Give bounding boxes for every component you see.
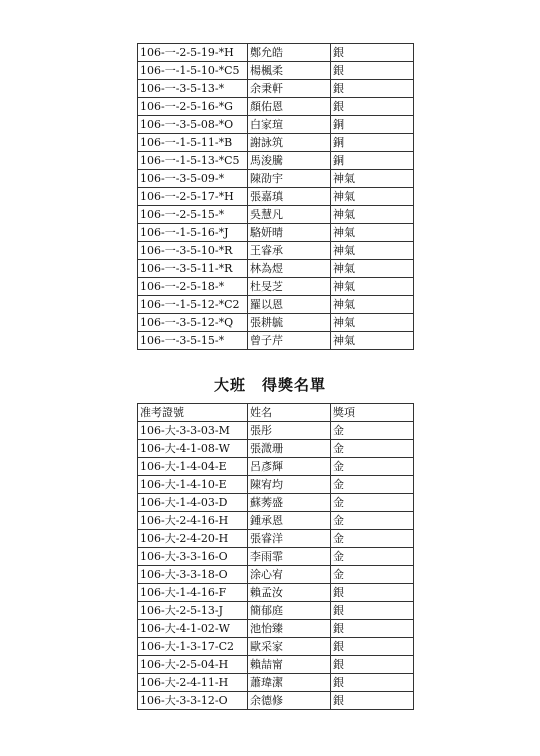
cell-award: 銀 (331, 656, 414, 674)
cell-award: 金 (331, 458, 414, 476)
cell-award: 神氣 (331, 314, 414, 332)
cell-award: 銀 (331, 44, 414, 62)
award-table-body (138, 422, 414, 710)
cell-name: 涂心宥 (248, 566, 331, 584)
table-row (138, 188, 414, 206)
cell-exam-number: 106-大-2-4-11-H (138, 674, 248, 692)
cell-exam-number: 106-一-3-5-12-*Q (138, 314, 248, 332)
cell-name: 簡郁庭 (248, 602, 331, 620)
cell-award: 神氣 (331, 206, 414, 224)
cell-exam-number: 106-一-3-5-15-* (138, 332, 248, 350)
cell-exam-number: 106-大-1-4-04-E (138, 458, 248, 476)
table-row (138, 638, 414, 656)
cell-award: 神氣 (331, 332, 414, 350)
cell-name: 陳劭宇 (248, 170, 331, 188)
cell-name: 余秉軒 (248, 80, 331, 98)
cell-award: 金 (331, 530, 414, 548)
cell-exam-number: 106-一-3-5-13-* (138, 80, 248, 98)
cell-exam-number: 106-一-1-5-13-*C5 (138, 152, 248, 170)
cell-exam-number: 106-一-2-5-19-*H (138, 44, 248, 62)
cell-name: 陳宥均 (248, 476, 331, 494)
cell-award: 金 (331, 566, 414, 584)
cell-name: 鄭允皓 (248, 44, 331, 62)
cell-name: 賴喆甯 (248, 656, 331, 674)
cell-exam-number: 106-大-1-3-17-C2 (138, 638, 248, 656)
table-header-row (138, 404, 414, 422)
cell-name: 蘇莠盛 (248, 494, 331, 512)
table-row (138, 242, 414, 260)
cell-exam-number: 106-大-1-4-10-E (138, 476, 248, 494)
cell-name: 張嘉瑱 (248, 188, 331, 206)
table-row (138, 620, 414, 638)
header-name: 姓名 (248, 404, 331, 422)
cell-name: 蕭瑋潔 (248, 674, 331, 692)
table-row (138, 674, 414, 692)
cell-exam-number: 106-大-3-3-03-M (138, 422, 248, 440)
table-row (138, 566, 414, 584)
cell-exam-number: 106-一-2-5-15-* (138, 206, 248, 224)
cell-exam-number: 106-一-3-5-08-*O (138, 116, 248, 134)
table-row (138, 80, 414, 98)
cell-award: 金 (331, 422, 414, 440)
table-row (138, 116, 414, 134)
table-row (138, 530, 414, 548)
cell-award: 神氣 (331, 170, 414, 188)
table-row (138, 314, 414, 332)
cell-name: 李雨霏 (248, 548, 331, 566)
cell-award: 銀 (331, 80, 414, 98)
cell-award: 銀 (331, 692, 414, 710)
header-exam-number: 准考證號 (138, 404, 248, 422)
cell-name: 楊楓柔 (248, 62, 331, 80)
cell-name: 白家瑄 (248, 116, 331, 134)
cell-exam-number: 106-大-2-4-16-H (138, 512, 248, 530)
table-row (138, 656, 414, 674)
table-row (138, 62, 414, 80)
cell-award: 銅 (331, 134, 414, 152)
cell-exam-number: 106-一-1-5-12-*C2 (138, 296, 248, 314)
cell-exam-number: 106-一-3-5-11-*R (138, 260, 248, 278)
cell-name: 吳慧凡 (248, 206, 331, 224)
table-row (138, 422, 414, 440)
table-row (138, 224, 414, 242)
cell-exam-number: 106-大-2-5-13-J (138, 602, 248, 620)
cell-name: 余德修 (248, 692, 331, 710)
table-row (138, 476, 414, 494)
cell-name: 張耕毓 (248, 314, 331, 332)
cell-award: 神氣 (331, 260, 414, 278)
table-row (138, 152, 414, 170)
cell-award: 銀 (331, 620, 414, 638)
cell-award: 銅 (331, 152, 414, 170)
table-row (138, 332, 414, 350)
cell-name: 張睿洋 (248, 530, 331, 548)
cell-exam-number: 106-一-2-5-16-*G (138, 98, 248, 116)
table-row (138, 278, 414, 296)
cell-name: 馬浚騰 (248, 152, 331, 170)
cell-exam-number: 106-一-3-5-09-* (138, 170, 248, 188)
table-row (138, 260, 414, 278)
cell-name: 鍾承恩 (248, 512, 331, 530)
cell-name: 顏佑恩 (248, 98, 331, 116)
table-row (138, 296, 414, 314)
cell-exam-number: 106-一-1-5-16-*J (138, 224, 248, 242)
cell-award: 金 (331, 476, 414, 494)
cell-award: 銀 (331, 584, 414, 602)
cell-award: 銀 (331, 98, 414, 116)
table-row (138, 44, 414, 62)
cell-name: 謝詠筑 (248, 134, 331, 152)
section-title: 大班 得獎名單 (213, 376, 326, 394)
cell-exam-number: 106-大-4-1-02-W (138, 620, 248, 638)
award-table-previous-class (137, 43, 414, 350)
cell-exam-number: 106-一-1-5-11-*B (138, 134, 248, 152)
cell-exam-number: 106-大-4-1-08-W (138, 440, 248, 458)
cell-award: 神氣 (331, 224, 414, 242)
table-row (138, 458, 414, 476)
cell-name: 羅以恩 (248, 296, 331, 314)
cell-exam-number: 106-一-2-5-17-*H (138, 188, 248, 206)
cell-exam-number: 106-大-1-4-03-D (138, 494, 248, 512)
cell-award: 銀 (331, 62, 414, 80)
cell-name: 歐采家 (248, 638, 331, 656)
cell-name: 張溦珊 (248, 440, 331, 458)
cell-name: 池怡臻 (248, 620, 331, 638)
table-row (138, 98, 414, 116)
cell-award: 銀 (331, 602, 414, 620)
cell-name: 林為煜 (248, 260, 331, 278)
award-table-body (138, 44, 414, 350)
cell-name: 呂彥輝 (248, 458, 331, 476)
cell-award: 金 (331, 494, 414, 512)
table-row (138, 512, 414, 530)
cell-exam-number: 106-大-2-5-04-H (138, 656, 248, 674)
cell-award: 金 (331, 548, 414, 566)
cell-award: 銀 (331, 674, 414, 692)
cell-name: 曾子芹 (248, 332, 331, 350)
cell-exam-number: 106-大-3-3-16-O (138, 548, 248, 566)
cell-exam-number: 106-大-1-4-16-F (138, 584, 248, 602)
cell-exam-number: 106-一-3-5-10-*R (138, 242, 248, 260)
cell-name: 張彤 (248, 422, 331, 440)
cell-award: 金 (331, 440, 414, 458)
table-row (138, 440, 414, 458)
cell-name: 駱妍晴 (248, 224, 331, 242)
table-row (138, 134, 414, 152)
award-table-senior-class (137, 403, 414, 710)
cell-exam-number: 106-大-2-4-20-H (138, 530, 248, 548)
cell-name: 賴孟汝 (248, 584, 331, 602)
cell-award: 神氣 (331, 296, 414, 314)
table-row (138, 206, 414, 224)
header-award: 獎項 (331, 404, 414, 422)
table-row (138, 170, 414, 188)
table-row (138, 602, 414, 620)
cell-award: 銅 (331, 116, 414, 134)
table-row (138, 494, 414, 512)
cell-award: 銀 (331, 638, 414, 656)
cell-exam-number: 106-一-1-5-10-*C5 (138, 62, 248, 80)
cell-award: 金 (331, 512, 414, 530)
cell-award: 神氣 (331, 242, 414, 260)
table-row (138, 548, 414, 566)
table-row (138, 584, 414, 602)
cell-award: 神氣 (331, 188, 414, 206)
cell-exam-number: 106-大-3-3-12-O (138, 692, 248, 710)
cell-exam-number: 106-一-2-5-18-* (138, 278, 248, 296)
cell-name: 杜旻芝 (248, 278, 331, 296)
cell-award: 神氣 (331, 278, 414, 296)
cell-name: 王睿承 (248, 242, 331, 260)
cell-exam-number: 106-大-3-3-18-O (138, 566, 248, 584)
table-row (138, 692, 414, 710)
